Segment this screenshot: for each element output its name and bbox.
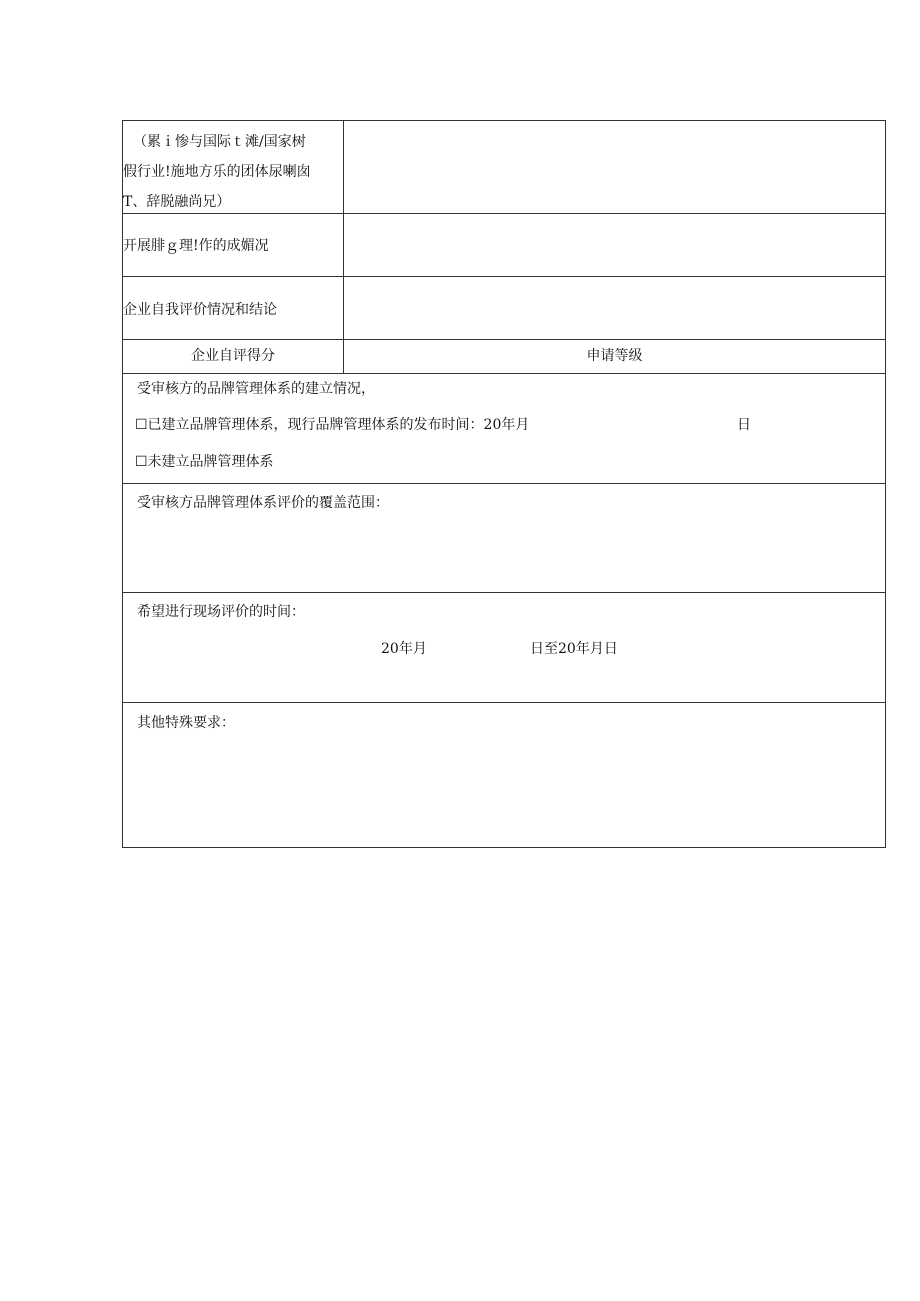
score-row <box>123 340 885 374</box>
work-status-value-cell[interactable] <box>344 214 885 276</box>
apply-level-label: 申请等级 <box>586 348 643 364</box>
self-score-cell <box>123 340 344 373</box>
self-eval-value-cell[interactable] <box>344 277 885 339</box>
self-eval-label-cell <box>123 277 344 339</box>
work-status-row <box>123 214 885 277</box>
onsite-time-from: 20年月 <box>381 641 427 657</box>
participation-row <box>123 121 885 214</box>
coverage-label: 受审核方品牌管理体系评价的覆盖范围： <box>137 495 389 511</box>
brand-system-row <box>123 374 885 484</box>
other-requirements-label: 其他特殊要求： <box>137 715 235 731</box>
brand-system-title: 受审核方的品牌管理体系的建立情况， <box>137 381 375 397</box>
participation-label-line-3: T、辞脱融尚兄） <box>123 194 231 210</box>
self-eval-label: 企业自我评价情况和结论 <box>123 302 277 318</box>
participation-label-line-2: 假行业!施地方乐的团体尿喇囱 <box>123 164 311 180</box>
participation-label-cell <box>123 121 344 213</box>
coverage-row <box>123 484 885 593</box>
self-score-label: 企业自评得分 <box>191 348 275 364</box>
brand-system-not-established-option[interactable]: ☐未建立品牌管理体系 <box>135 454 274 470</box>
participation-label-line-1: （累ｉ惨与国际ｔ滩/国家树 <box>133 134 306 150</box>
application-form-table <box>122 120 886 848</box>
participation-value-cell[interactable] <box>344 121 885 213</box>
onsite-time-label: 希望进行现场评价的时间： <box>137 604 305 620</box>
onsite-time-row <box>123 593 885 703</box>
work-status-label: 开展腓ｇ理!作的成媚况 <box>123 238 269 254</box>
work-status-label-cell <box>123 214 344 276</box>
apply-level-cell <box>344 340 885 373</box>
other-requirements-row <box>123 703 885 849</box>
onsite-time-to: 日至20年月日 <box>530 641 618 657</box>
self-eval-row <box>123 277 885 340</box>
brand-system-established-option[interactable]: ☐已建立品牌管理体系，现行品牌管理体系的发布时间：20年月 <box>135 417 530 433</box>
brand-system-established-day: 日 <box>737 417 751 433</box>
